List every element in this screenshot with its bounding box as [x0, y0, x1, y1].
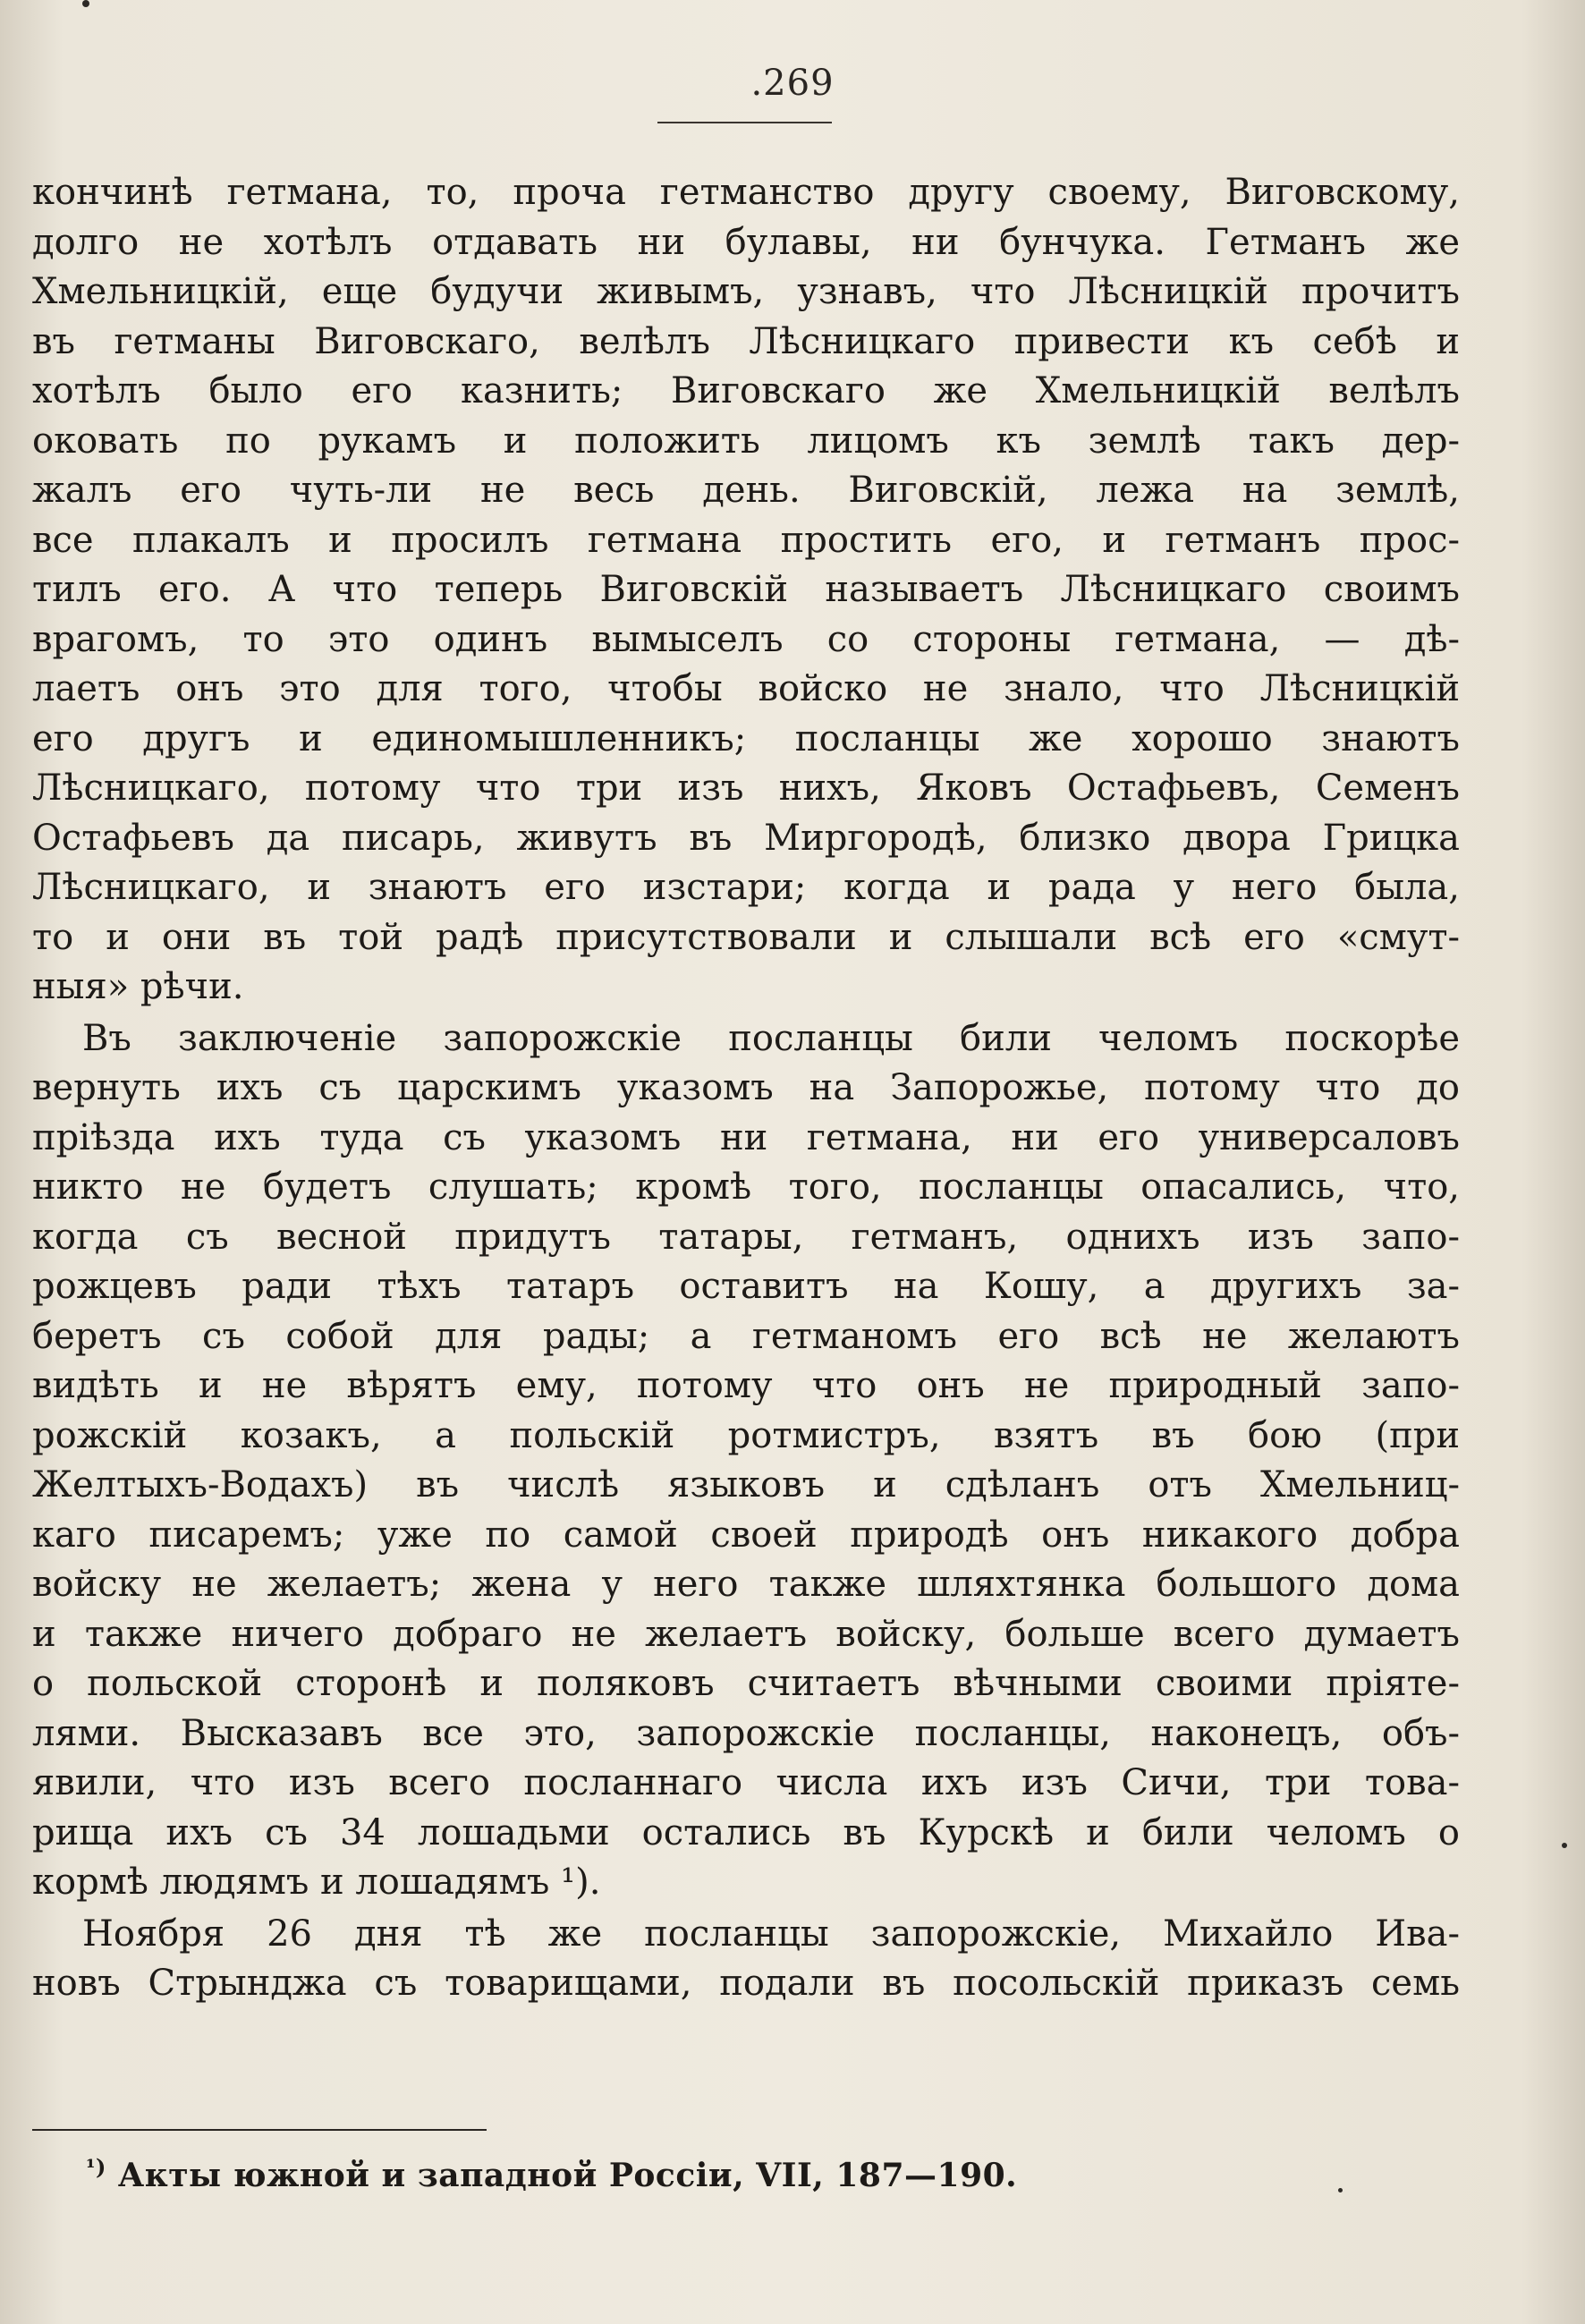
text-line: новъ Стрынджа съ товарищами, подали въ посольскій приказъ семь	[32, 1963, 1460, 2004]
text-line: все плакалъ и просилъ гетмана простить его, и гетманъ прос-	[32, 519, 1460, 561]
page-number: .269	[750, 63, 835, 104]
text-line: каго писаремъ; уже по самой своей природѣ онъ никакого добра	[32, 1514, 1460, 1556]
text-line: никто не будетъ слушать; кромѣ того, посланцы опасались, что,	[32, 1166, 1460, 1208]
text-line: въ гетманы Виговскаго, велѣлъ Лѣсницкаго привести къ себѣ и	[32, 320, 1460, 362]
footnote	[86, 2154, 1017, 2194]
text-line: лями. Высказавъ все это, запорожскіе посланцы, наконецъ, объ-	[32, 1712, 1460, 1754]
text-line: врагомъ, то это одинъ вымыселъ со стороны гетмана, — дѣ-	[32, 618, 1460, 660]
text-line: рожскій козакъ, а польскій ротмистръ, взятъ въ бою (при	[32, 1414, 1460, 1456]
text-line: кончинѣ гетмана, то, проча гетманство другу своему, Виговскому,	[32, 172, 1460, 213]
text-line: видѣть и не вѣрятъ ему, потому что онъ не природный запо-	[32, 1365, 1460, 1406]
text-line: беретъ съ собой для рады; а гетманомъ его всѣ не желаютъ	[32, 1315, 1460, 1357]
paragraph-start-line: Ноября 26 дня тѣ же посланцы запорожскіе, Михайло Ива-	[82, 1913, 1460, 1955]
text-line: вернуть ихъ съ царскимъ указомъ на Запорожье, потому что до	[32, 1067, 1460, 1108]
paragraph-start-line: Въ заключеніе запорожскіе посланцы били челомъ поскорѣе	[82, 1017, 1460, 1059]
page-number-rule	[657, 122, 832, 123]
text-line: Желтыхъ-Водахъ) въ числѣ языковъ и сдѣланъ отъ Хмельниц-	[32, 1464, 1460, 1506]
footnote-rule	[32, 2129, 487, 2131]
text-line: Лѣсницкаго, потому что три изъ нихъ, Яковъ Остафьевъ, Семенъ	[32, 768, 1460, 809]
text-line: явили, что изъ всего посланнаго числа ихъ изъ Сичи, три това-	[32, 1762, 1460, 1803]
text-line: лаетъ онъ это для того, чтобы войско не знало, что Лѣсницкій	[32, 668, 1460, 709]
text-line: кормѣ людямъ и лошадямъ ¹).	[32, 1862, 601, 1903]
text-line: о польской сторонѣ и поляковъ считаетъ вѣчными своими пріяте-	[32, 1663, 1460, 1704]
text-line: Лѣсницкаго, и знаютъ его изстари; когда и рада у него была,	[32, 867, 1460, 908]
text-line: рища ихъ съ 34 лошадьми остались въ Курскѣ и били челомъ о	[32, 1811, 1460, 1853]
text-line: жалъ его чуть-ли не весь день. Виговскій, лежа на землѣ,	[32, 470, 1460, 511]
text-line: ныя» рѣчи.	[32, 966, 244, 1007]
text-line: рожцевъ ради тѣхъ татаръ оставитъ на Кошу, а другихъ за-	[32, 1266, 1460, 1307]
text-line: Остафьевъ да писарь, живутъ въ Миргородѣ, близко двора Грицка	[32, 817, 1460, 859]
text-line: тилъ его. А что теперь Виговскій называетъ Лѣсницкаго своимъ	[32, 569, 1460, 610]
ink-speck	[1338, 2188, 1343, 2193]
text-line: хотѣлъ было его казнить; Виговскаго же Хмельницкій велѣлъ	[32, 370, 1460, 411]
text-line: Хмельницкій, еще будучи живымъ, узнавъ, что Лѣсницкій прочитъ	[32, 271, 1460, 312]
footnote-mark: ¹)	[86, 2154, 106, 2180]
text-line: долго не хотѣлъ отдавать ни булавы, ни бунчука. Гетманъ же	[32, 221, 1460, 263]
ink-speck	[82, 0, 89, 7]
ink-speck	[1562, 1843, 1567, 1848]
body-text	[32, 168, 1460, 2009]
text-line: пріѣзда ихъ туда съ указомъ ни гетмана, ни его универсаловъ	[32, 1116, 1460, 1158]
text-line: его другъ и единомышленникъ; посланцы же хорошо знаютъ	[32, 717, 1460, 759]
footnote-text: Акты южной и западной Россіи, VII, 187—190.	[117, 2157, 1018, 2194]
text-line: оковать по рукамъ и положить лицомъ къ землѣ такъ дер-	[32, 420, 1460, 462]
text-line: и также ничего добраго не желаетъ войску, больше всего думаетъ	[32, 1613, 1460, 1655]
text-line: войску не желаетъ; жена у него также шляхтянка большого дома	[32, 1564, 1460, 1605]
text-line: то и они въ той радѣ присутствовали и слышали всѣ его «смут-	[32, 916, 1460, 958]
text-line: когда съ весной придутъ татары, гетманъ, однихъ изъ запо-	[32, 1216, 1460, 1258]
